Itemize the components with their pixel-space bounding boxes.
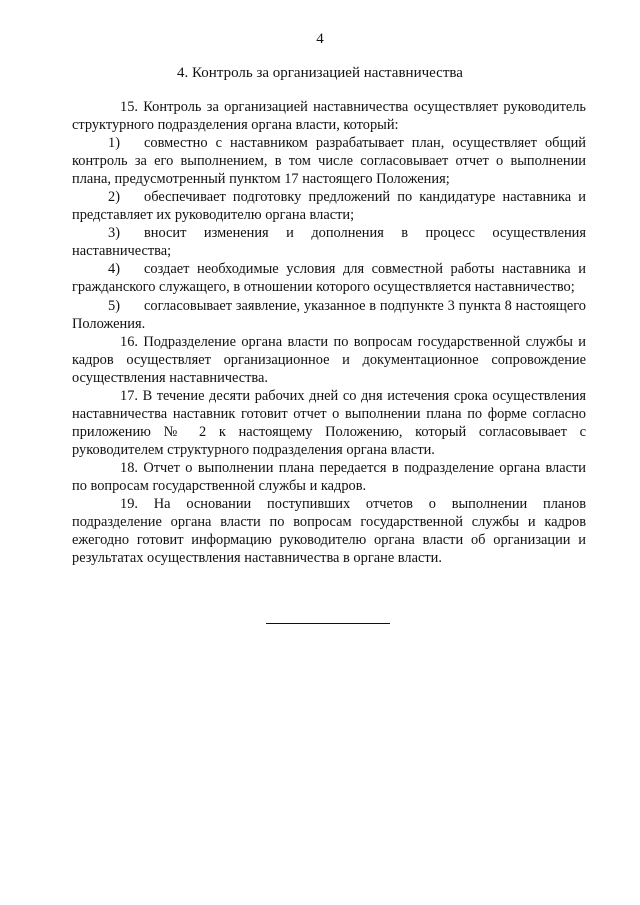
list-item-text: согласовывает заявление, указанное в подпункте 3 пункта 8 настоящего Положения. [72,297,586,332]
end-rule [266,623,390,624]
list-item-number: 3) [108,225,120,242]
list-item [72,188,586,224]
list-item-number: 4) [108,261,120,278]
paragraph-19: 19. На основании поступивших отчетов о выполнении планов подразделение органа власти по вопросам государственной службы и кадров ежегодно готовит информацию руководителю органа власти об организации и результатах осуществления наставничества в органе власти. [72,496,586,567]
paragraph-15: 15. Контроль за организацией наставничества осуществляет руководитель структурного подразделения органа власти, который: [72,99,586,134]
paragraph-17: 17. В течение десяти рабочих дней со дня истечения срока осуществления наставничества наставник готовит отчет о выполнении плана по форме согласно приложению № 2 к настоящему Положению, который согласовывает с руководителем структурного подразделения органа власти. [72,387,586,458]
list-item-text: совместно с наставником разрабатывает план, осуществляет общий контроль за его выполнением, в том числе согласовывает отчет о выполнении плана, предусмотренный пунктом 17 настоящего Положения; [72,135,586,188]
paragraph-18: 18. Отчет о выполнении плана передается в подразделение органа власти по вопросам государственной службы и кадров. [72,459,586,494]
list-item-text: создает необходимые условия для совместной работы наставника и гражданского служащего, в отношении которого осуществляется наставничество; [72,261,586,296]
list-item-text: вносит изменения и дополнения в процесс осуществления наставничества; [72,225,586,260]
list-item [72,224,586,260]
list-item [72,260,586,296]
list-item-number: 1) [108,135,120,152]
list-item [72,134,586,188]
list-item [72,297,586,333]
paragraph-16: 16. Подразделение органа власти по вопросам государственной службы и кадров осуществляет организационное и документационное сопровождение осуществления наставничества. [72,333,586,386]
document-body [72,98,586,567]
page-number: 4 [316,31,324,47]
section-heading: 4. Контроль за организацией наставничества [177,65,463,81]
list-item-number: 2) [108,189,120,206]
list-item-text: обеспечивает подготовку предложений по кандидатуре наставника и представляет их руководителю органа власти; [72,189,586,224]
list-item-number: 5) [108,297,120,314]
